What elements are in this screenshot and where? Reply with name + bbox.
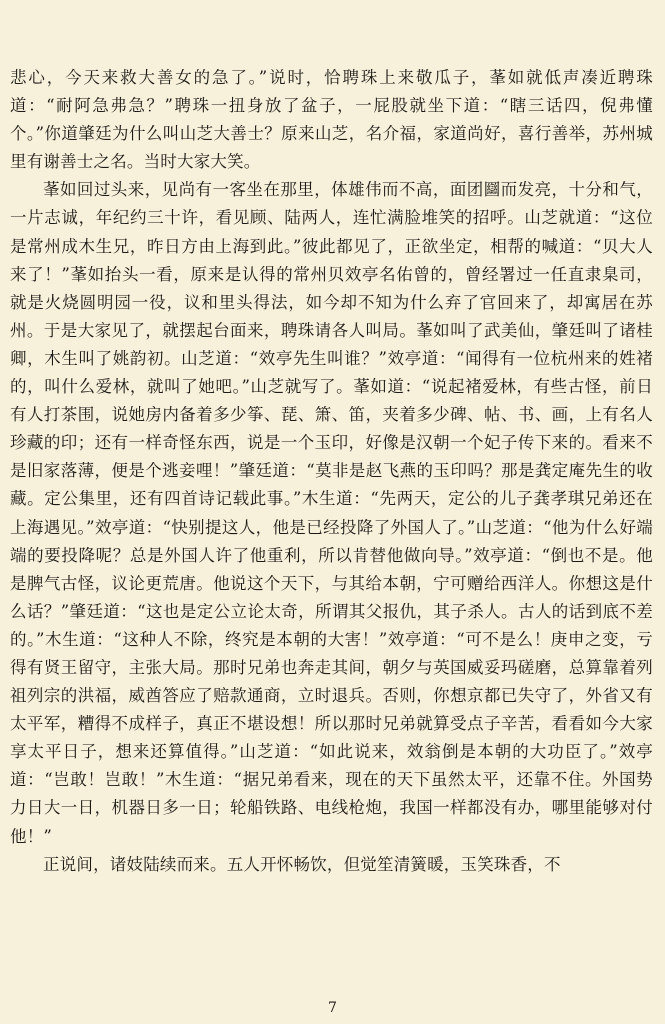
body-text (10, 64, 653, 879)
paragraph-2: 莑如回过头来，见尚有一客坐在那里，体雄伟而不高，面团圝而发亮，十分和气，一片志诚，年纪约三十许，看见顾、陆两人，连忙满脸堆笑的招呼。山芝就道：“这位是常州成木生兄，昨日方由上海到此。”彼此都见了，正欲坐定，相帮的喊道：“贝大人来了！”莑如抬头一看，原来是认得的常州贝效亭名佑曾的，曾经署过一任直隶臬司，就是火烧圆明园一役，议和里头得法，如今却不知为什么弃了官回来了，却寓居在苏州。于是大家见了，就摆起台面来，聘珠请各人叫局。莑如叫了武美仙，肇廷叫了诸桂卿，木生叫了姚韵初。山芝道：“效亭先生叫谁？”效亭道：“闻得有一位杭州来的姓褚的，叫什么爱林，就叫了她吧。”山芝就写了。莑如道：“说起褚爱林，有些古怪，前日有人打茶围，说她房内备着多少筝、琵、箫、笛，夹着多少碑、帖、书、画，上有名人珍藏的印；还有一样奇怪东西，说是一个玉印，好像是汉朝一个妃子传下来的。看来不是旧家落薄，便是个逃妾哩！”肇廷道：“莫非是赵飞燕的玉印吗？那是龚定庵先生的收藏。定公集里，还有四首诗记载此事。”木生道：“先两天，定公的儿子龚孝琪兄弟还在上海遇见。”效亭道：“快别提这人，他是已经投降了外国人了。”山芝道：“他为什么好端端的要投降呢？总是外国人许了他重利，所以肯替他做向导。”效亭道：“倒也不是。他是脾气古怪，议论更荒唐。他说这个天下，与其给本朝，宁可赠给西洋人。你想这是什么话？”肇廷道：“这也是定公立论太奇，所谓其父报仇，其子杀人。古人的话到底不差的。”木生道：“这种人不除，终究是本朝的大害！”效亭道：“可不是么！庚申之变，亏得有贤王留守，主张大局。那时兄弟也奔走其间，朝夕与英国威妥玛磋磨，总算靠着列祖列宗的洪福，威酋答应了赔款通商，立时退兵。否则，你想京都已失守了，外省又有太平军，糟得不成样子，真正不堪设想！所以那时兄弟就算受点子辛苦，看看如今大家享太平日子，想来还算值得。”山芝道：“如此说来，效翁倒是本朝的大功臣了。”效亭道：“岂敢！岂敢！”木生道：“据兄弟看来，现在的天下虽然太平，还靠不住。外国势力日大一日，机器日多一日；轮船铁路、电线枪炮，我国一样都没有办，哪里能够对付他！” (10, 180, 653, 846)
paragraph-3: 正说间，诸妓陆续而来。五人开怀畅饮，但觉笙清簧暖，玉笑珠香，不 (43, 854, 561, 874)
paragraph-1: 悲心，今天来救大善女的急了。”说时，恰聘珠上来敬瓜子，莑如就低声凑近聘珠道：“耐阿急弗急？”聘珠一扭身放了盆子，一屁股就坐下道：“瞎三话四，倪弗懂个。”你道肇廷为什么叫山芝大善士？原来山芝，名介福，家道尚好，喜行善举，苏州城里有谢善士之名。当时大家大笑。 (10, 68, 653, 172)
page-number: 7 (328, 1000, 337, 1016)
